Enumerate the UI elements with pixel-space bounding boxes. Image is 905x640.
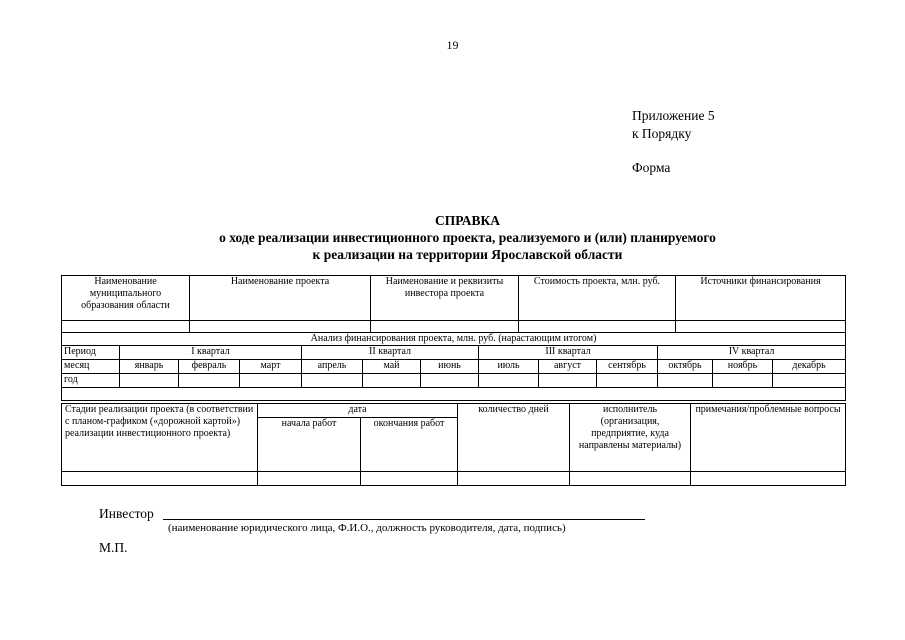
empty-cell bbox=[361, 472, 458, 486]
empty-cell bbox=[62, 472, 258, 486]
header-municipality: Наименование муниципального образования области bbox=[62, 276, 190, 321]
empty-cell bbox=[713, 374, 773, 388]
table-row bbox=[62, 333, 846, 346]
month-may: май bbox=[363, 360, 421, 374]
month-september: сентябрь bbox=[597, 360, 658, 374]
appendix-number: Приложение 5 bbox=[632, 108, 715, 123]
table-row bbox=[62, 388, 846, 401]
appendix-reference bbox=[632, 107, 715, 143]
table-row bbox=[62, 404, 846, 418]
header-date: дата bbox=[258, 404, 458, 418]
header-notes: примечания/проблемные вопросы bbox=[691, 404, 846, 472]
page-number: 19 bbox=[446, 38, 459, 52]
quarter-2: II квартал bbox=[302, 346, 479, 360]
header-cost: Стоимость проекта, млн. руб. bbox=[519, 276, 676, 321]
header-executor: исполнитель (организация, предприятие, куда направлены материалы) bbox=[570, 404, 691, 472]
empty-cell bbox=[62, 388, 846, 401]
period-label: Период bbox=[62, 346, 120, 360]
empty-cell bbox=[363, 374, 421, 388]
empty-cell bbox=[421, 374, 479, 388]
table-row bbox=[62, 472, 846, 486]
empty-cell bbox=[371, 321, 519, 333]
title-main: СПРАВКА bbox=[434, 213, 501, 228]
stamp-label: М.П. bbox=[99, 540, 128, 555]
table-row bbox=[62, 374, 846, 388]
empty-cell bbox=[179, 374, 240, 388]
project-info-table bbox=[61, 275, 846, 333]
header-project-name: Наименование проекта bbox=[190, 276, 371, 321]
table-row bbox=[62, 321, 846, 333]
empty-cell bbox=[258, 472, 361, 486]
document-title bbox=[0, 212, 905, 263]
table-row bbox=[62, 360, 846, 374]
month-july: июль bbox=[479, 360, 539, 374]
empty-cell bbox=[676, 321, 846, 333]
empty-cell bbox=[658, 374, 713, 388]
header-stages: Стадии реализации проекта (в соответствии с планом-графиком («дорожной картой») реализации инвестиционного проекта) bbox=[62, 404, 258, 472]
financing-title: Анализ финансирования проекта, млн. руб. (нарастающим итогом) bbox=[62, 333, 846, 346]
empty-cell bbox=[570, 472, 691, 486]
year-label: год bbox=[62, 374, 120, 388]
month-november: ноябрь bbox=[713, 360, 773, 374]
month-label: месяц bbox=[62, 360, 120, 374]
month-october: октябрь bbox=[658, 360, 713, 374]
investor-signature-line bbox=[163, 519, 645, 520]
table-row bbox=[62, 276, 846, 321]
empty-cell bbox=[773, 374, 846, 388]
empty-cell bbox=[479, 374, 539, 388]
month-april: апрель bbox=[302, 360, 363, 374]
empty-cell bbox=[302, 374, 363, 388]
month-june: июнь bbox=[421, 360, 479, 374]
month-august: август bbox=[539, 360, 597, 374]
title-subtitle-1: о ходе реализации инвестиционного проекта, реализуемого и (или) планируемого bbox=[219, 230, 716, 245]
header-start-date: начала работ bbox=[258, 418, 361, 472]
empty-cell bbox=[691, 472, 846, 486]
financing-analysis-table bbox=[61, 332, 846, 401]
empty-cell bbox=[62, 321, 190, 333]
month-january: январь bbox=[120, 360, 179, 374]
quarter-1: I квартал bbox=[120, 346, 302, 360]
empty-cell bbox=[458, 472, 570, 486]
title-subtitle-2: к реализации на территории Ярославской области bbox=[312, 247, 623, 262]
investor-hint: (наименование юридического лица, Ф.И.О., должность руководителя, дата, подпись) bbox=[168, 522, 566, 534]
quarter-4: IV квартал bbox=[658, 346, 846, 360]
empty-cell bbox=[539, 374, 597, 388]
header-end-date: окончания работ bbox=[361, 418, 458, 472]
table-row bbox=[62, 346, 846, 360]
header-funding-sources: Источники финансирования bbox=[676, 276, 846, 321]
month-february: февраль bbox=[179, 360, 240, 374]
appendix-procedure: к Порядку bbox=[632, 126, 692, 141]
empty-cell bbox=[240, 374, 302, 388]
project-stages-table bbox=[61, 403, 846, 486]
header-investor: Наименование и реквизиты инвестора проекта bbox=[371, 276, 519, 321]
investor-label: Инвестор bbox=[99, 506, 154, 521]
empty-cell bbox=[120, 374, 179, 388]
empty-cell bbox=[519, 321, 676, 333]
form-label: Форма bbox=[632, 160, 671, 175]
header-days: количество дней bbox=[458, 404, 570, 472]
month-december: декабрь bbox=[773, 360, 846, 374]
quarter-3: III квартал bbox=[479, 346, 658, 360]
month-march: март bbox=[240, 360, 302, 374]
empty-cell bbox=[597, 374, 658, 388]
empty-cell bbox=[190, 321, 371, 333]
